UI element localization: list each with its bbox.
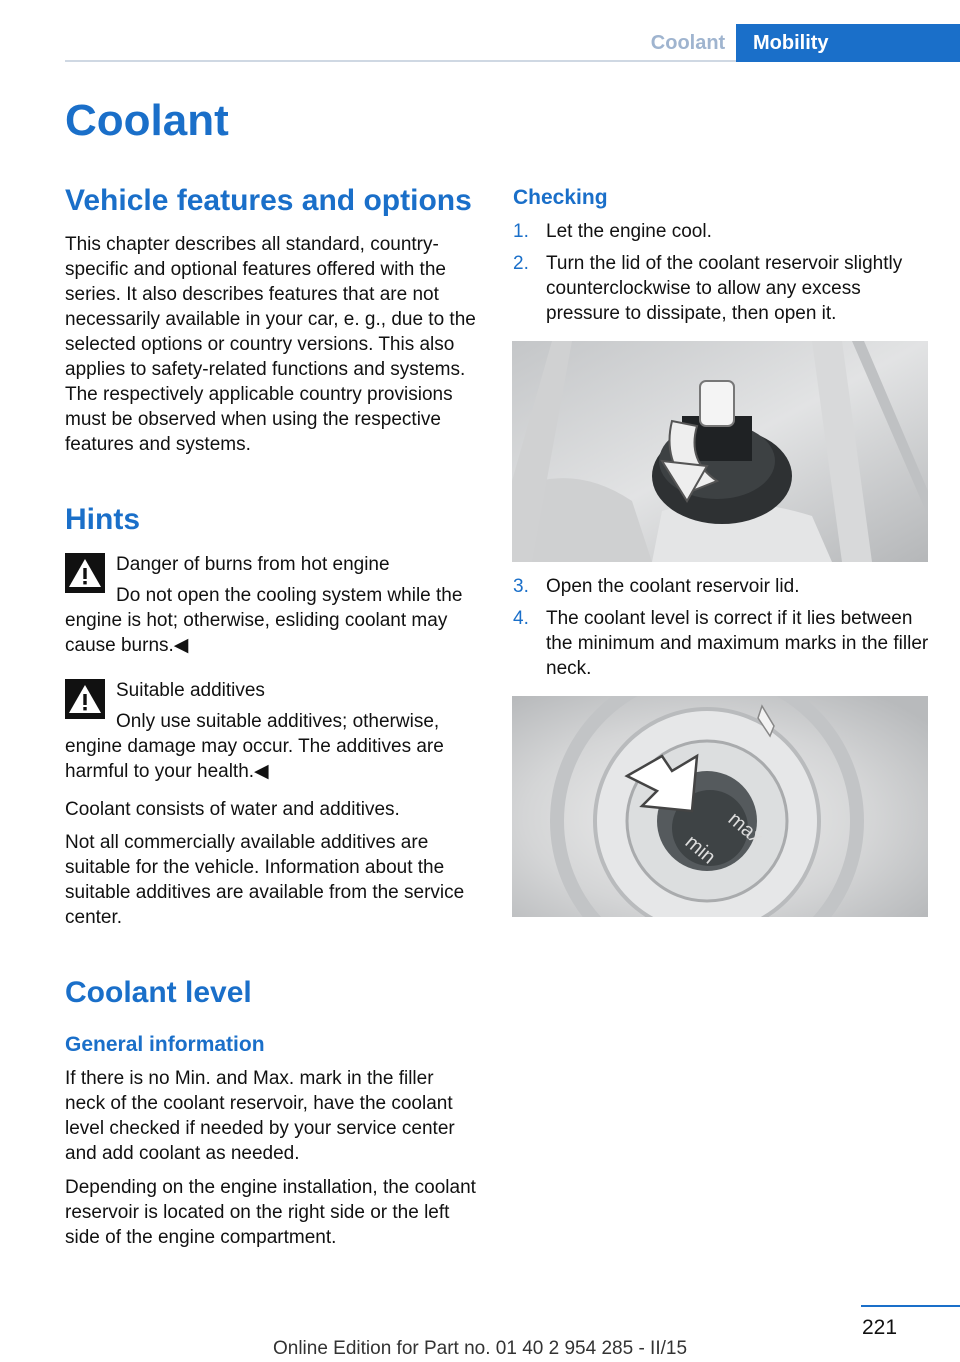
- step-text: Let the engine cool.: [546, 221, 712, 242]
- step-number: 1.: [513, 221, 529, 242]
- heading-general-information: General information: [65, 1033, 265, 1056]
- step-number: 3.: [513, 576, 529, 597]
- step-text: Turn the lid of the coolant reservoir slightly counterclockwise to allow any excess pressure to dissipate, then open it.: [546, 253, 903, 324]
- page-title: Coolant: [65, 96, 229, 145]
- hints-para2: Not all commercially available additives are suitable for the vehicle. Information about the suitable additives are available from the service center.: [65, 832, 465, 928]
- reservoir-lid-photo: [512, 341, 928, 562]
- footer-rule: [861, 1305, 960, 1307]
- step-text: The coolant level is correct if it lies between the minimum and maximum marks in the filler neck.: [546, 608, 929, 679]
- section-tab[interactable]: Coolant: [650, 32, 726, 54]
- heading-checking: Checking: [513, 186, 608, 209]
- warning2-title: Suitable additives: [116, 680, 265, 701]
- heading-hints: Hints: [65, 503, 140, 536]
- vehicle-features-text: This chapter describes all standard, country-specific and optional features offered with the series. It also describes features that are not necessarily available in your car, e. g., due to the selected options or country versions. This also applies to safety-related functions and systems. The respectively applicable country provisions must be observed when using the respective features and systems.: [65, 234, 476, 455]
- min-mark-label: min: [680, 830, 720, 869]
- general-para2: Depending on the engine installation, the coolant reservoir is located on the right side or the left side of the engine compartment.: [65, 1177, 476, 1248]
- step-number: 2.: [513, 253, 529, 274]
- general-para1: If there is no Min. and Max. mark in the filler neck of the coolant reservoir, have the coolant level checked if needed by your service center and add coolant as needed.: [65, 1068, 455, 1164]
- warning1-text: Do not open the cooling system while the engine is hot; otherwise, esliding coolant may cause burns.◀: [65, 585, 463, 656]
- chapter-tab[interactable]: Mobility: [736, 24, 960, 62]
- step-text: Open the coolant reservoir lid.: [546, 576, 800, 597]
- page-number: 221: [862, 1316, 898, 1339]
- warning1-title: Danger of burns from hot engine: [116, 554, 390, 575]
- footer-edition: Online Edition for Part no. 01 40 2 954 285 - II/15: [272, 1338, 688, 1359]
- hints-para1: Coolant consists of water and additives.: [65, 799, 400, 820]
- heading-vehicle-features: Vehicle features and options: [65, 184, 472, 217]
- max-mark-label: max: [723, 807, 767, 850]
- heading-coolant-level: Coolant level: [65, 976, 252, 1009]
- filler-neck-photo: [512, 696, 928, 917]
- step-number: 4.: [513, 608, 529, 629]
- warning2-text: Only use suitable additives; otherwise, engine damage may occur. The additives are harmful to your health.◀: [65, 711, 444, 782]
